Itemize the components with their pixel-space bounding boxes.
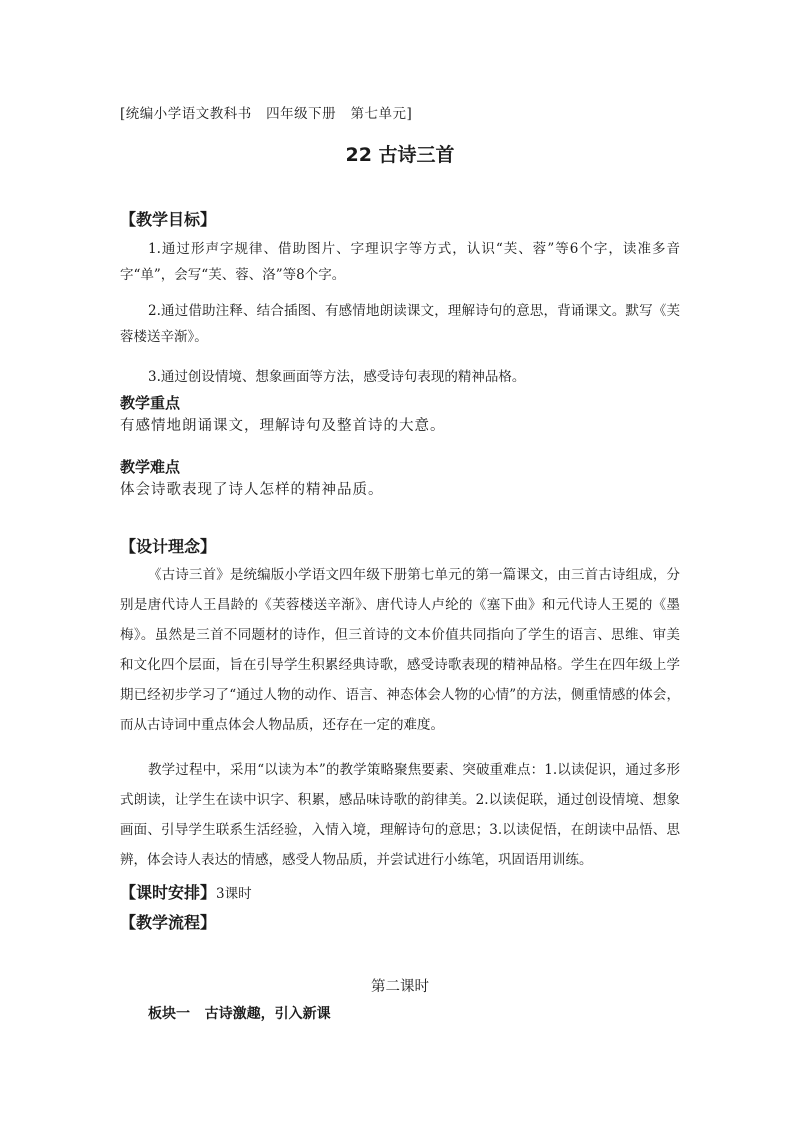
difficulties-text: 体会诗歌表现了诗人怎样的精神品质。 (120, 482, 384, 498)
block-heading: 板块一 古诗激趣，引入新课 (148, 1006, 331, 1022)
schedule-row (120, 880, 252, 903)
schedule-value: 3课时 (216, 886, 252, 902)
objective-item-3: 3.通过创设情境、想象画面等方法，感受诗句表现的精神品格。 (148, 369, 526, 385)
design-heading: 【设计理念】 (120, 537, 217, 556)
difficulties-heading: 教学难点 (120, 458, 181, 476)
lesson-title: 第二课时 (371, 979, 429, 995)
document-header: [统编小学语文教科书 四年级下册 第七单元] (120, 106, 413, 122)
schedule-heading: 【课时安排】 (120, 883, 217, 902)
key-points-text: 有感情地朗诵课文，理解诗句及整首诗的大意。 (120, 418, 446, 434)
design-paragraph-2: 教学过程中，采用“以读为本”的教学策略聚焦要素、突破重难点：1.以读促识，通过多形式朗读，让学生在读中识字、积累，感品味诗歌的韵律美。2.以读促联，通过创设情境、想象画面、引导学生联系生活经验，入情入境，理解诗句的意思；3.以读促悟，在朗读中品悟、思辨，体会诗人表达的情感，感受人物品质，并尝试进行小练笔，巩固语用训练。 (120, 762, 680, 868)
objectives-heading: 【教学目标】 (120, 210, 217, 229)
design-paragraph-1: 《古诗三首》是统编版小学语文四年级下册第七单元的第一篇课文，由三首古诗组成，分别是唐代诗人王昌龄的《芙蓉楼送辛渐》、唐代诗人卢纶的《塞下曲》和元代诗人王冕的《墨梅》。虽然是三首不同题材的诗作，但三首诗的文本价值共同指向了学生的语言、思维、审美和文化四个层面，旨在引导学生积累经典诗歌，感受诗歌表现的精神品格。学生在四年级上学期已经初步学习了“通过人物的动作、语言、神态体会人物的心情”的方法，侧重情感的体会，而从古诗词中重点体会人物品质，还存在一定的难度。 (120, 567, 680, 733)
key-points-heading: 教学重点 (120, 394, 181, 412)
objective-item-2: 2.通过借助注释、结合插图、有感情地朗读课文，理解诗句的意思，背诵课文。默写《芙蓉楼送辛渐》。 (120, 303, 680, 345)
process-heading: 【教学流程】 (120, 913, 217, 932)
objective-item-1: 1.通过形声字规律、借助图片、字理识字等方式，认识“芙、蓉”等6个字，读准多音字“单”，会写“芙、蓉、洛”等8个字。 (120, 241, 680, 283)
page-title: 22 古诗三首 (345, 144, 455, 166)
